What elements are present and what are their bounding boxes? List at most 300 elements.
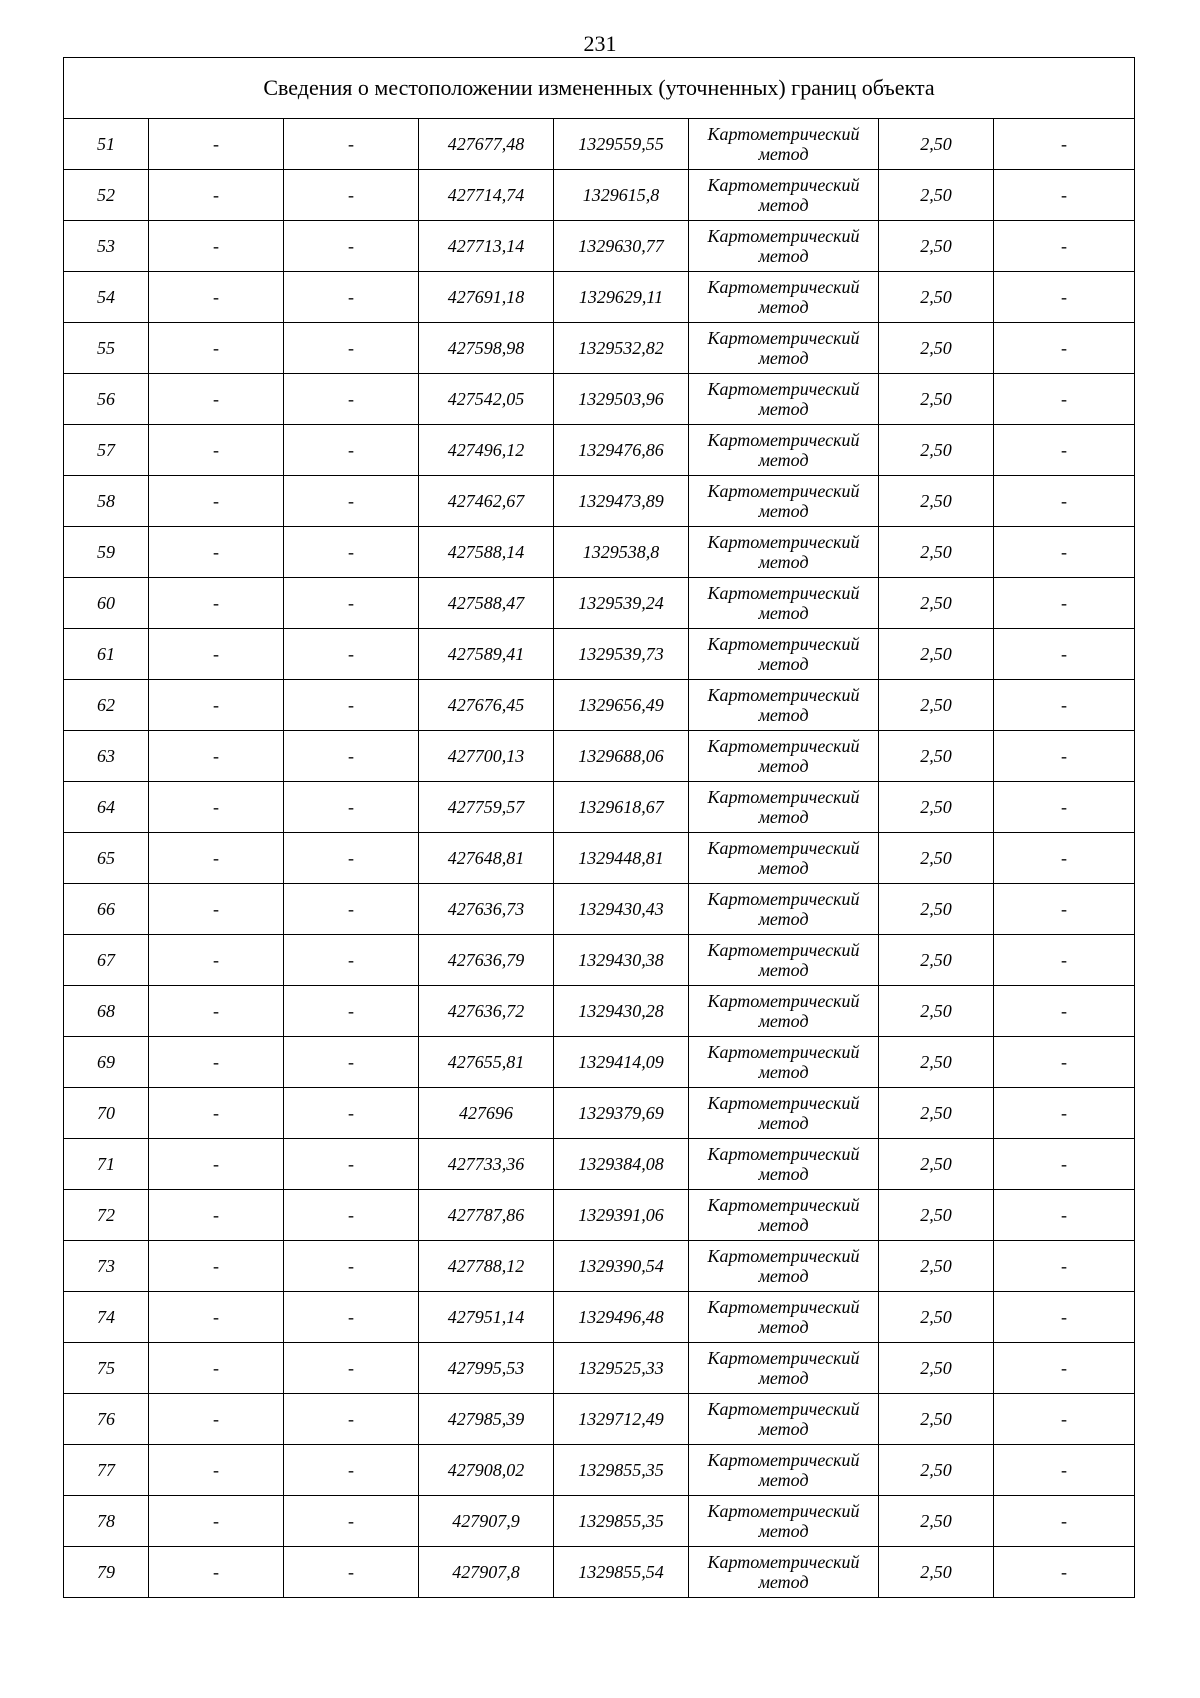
table-row <box>64 884 1135 935</box>
y-coordinate-cell: 1329712,49 <box>554 1394 689 1445</box>
method-cell <box>689 629 879 680</box>
method-text-line: метод <box>758 960 809 980</box>
method-text-line: метод <box>758 450 809 470</box>
method-text-line: метод <box>758 195 809 215</box>
x-coordinate-cell: 427655,81 <box>419 1037 554 1088</box>
method-text-line: Картометрический <box>707 736 860 756</box>
point-number-cell: 54 <box>64 272 149 323</box>
method-text-line: метод <box>758 1419 809 1439</box>
x-coordinate-cell: 427995,53 <box>419 1343 554 1394</box>
table-row <box>64 731 1135 782</box>
method-cell <box>689 1343 879 1394</box>
accuracy-cell: 2,50 <box>879 476 994 527</box>
x-coordinate-cell: 427542,05 <box>419 374 554 425</box>
method-cell <box>689 782 879 833</box>
y-coordinate-cell: 1329630,77 <box>554 221 689 272</box>
y-coordinate-cell: 1329539,73 <box>554 629 689 680</box>
empty-value-cell: - <box>284 323 419 374</box>
empty-value-cell: - <box>284 1394 419 1445</box>
point-number-cell: 71 <box>64 1139 149 1190</box>
method-cell <box>689 119 879 170</box>
y-coordinate-cell: 1329414,09 <box>554 1037 689 1088</box>
method-cell <box>689 1547 879 1598</box>
x-coordinate-cell: 427951,14 <box>419 1292 554 1343</box>
empty-value-cell: - <box>284 1241 419 1292</box>
table-row <box>64 221 1135 272</box>
point-number-cell: 79 <box>64 1547 149 1598</box>
accuracy-cell: 2,50 <box>879 833 994 884</box>
x-coordinate-cell: 427907,8 <box>419 1547 554 1598</box>
empty-value-cell: - <box>284 731 419 782</box>
x-coordinate-cell: 427648,81 <box>419 833 554 884</box>
table-row <box>64 476 1135 527</box>
method-text-line: метод <box>758 297 809 317</box>
accuracy-cell: 2,50 <box>879 323 994 374</box>
method-text-line: Картометрический <box>707 481 860 501</box>
accuracy-cell: 2,50 <box>879 1139 994 1190</box>
y-coordinate-cell: 1329539,24 <box>554 578 689 629</box>
accuracy-cell: 2,50 <box>879 119 994 170</box>
empty-value-cell: - <box>994 782 1135 833</box>
point-number-cell: 69 <box>64 1037 149 1088</box>
table-row <box>64 323 1135 374</box>
empty-value-cell: - <box>284 1343 419 1394</box>
empty-value-cell: - <box>994 323 1135 374</box>
empty-value-cell: - <box>284 221 419 272</box>
y-coordinate-cell: 1329476,86 <box>554 425 689 476</box>
empty-value-cell: - <box>994 1445 1135 1496</box>
empty-value-cell: - <box>994 935 1135 986</box>
method-text-line: метод <box>758 1215 809 1235</box>
table-row <box>64 119 1135 170</box>
method-text-line: Картометрический <box>707 1093 860 1113</box>
table-row <box>64 1292 1135 1343</box>
point-number-cell: 60 <box>64 578 149 629</box>
method-text-line: Картометрический <box>707 991 860 1011</box>
x-coordinate-cell: 427589,41 <box>419 629 554 680</box>
method-text-line: метод <box>758 1470 809 1490</box>
empty-value-cell: - <box>284 1445 419 1496</box>
y-coordinate-cell: 1329503,96 <box>554 374 689 425</box>
accuracy-cell: 2,50 <box>879 578 994 629</box>
empty-value-cell: - <box>284 1292 419 1343</box>
method-cell <box>689 527 879 578</box>
x-coordinate-cell: 427733,36 <box>419 1139 554 1190</box>
empty-value-cell: - <box>149 1343 284 1394</box>
table-row <box>64 1496 1135 1547</box>
empty-value-cell: - <box>284 986 419 1037</box>
y-coordinate-cell: 1329525,33 <box>554 1343 689 1394</box>
empty-value-cell: - <box>149 119 284 170</box>
x-coordinate-cell: 427677,48 <box>419 119 554 170</box>
accuracy-cell: 2,50 <box>879 1037 994 1088</box>
y-coordinate-cell: 1329391,06 <box>554 1190 689 1241</box>
empty-value-cell: - <box>284 272 419 323</box>
accuracy-cell: 2,50 <box>879 527 994 578</box>
table-row <box>64 1547 1135 1598</box>
method-text-line: Картометрический <box>707 1501 860 1521</box>
empty-value-cell: - <box>149 1394 284 1445</box>
empty-value-cell: - <box>994 884 1135 935</box>
method-cell <box>689 374 879 425</box>
method-text-line: метод <box>758 1317 809 1337</box>
empty-value-cell: - <box>284 782 419 833</box>
method-cell <box>689 1190 879 1241</box>
y-coordinate-cell: 1329430,43 <box>554 884 689 935</box>
empty-value-cell: - <box>149 527 284 578</box>
accuracy-cell: 2,50 <box>879 680 994 731</box>
table-caption: Сведения о местоположении измененных (уточненных) границ объекта <box>64 58 1135 119</box>
x-coordinate-cell: 427714,74 <box>419 170 554 221</box>
point-number-cell: 77 <box>64 1445 149 1496</box>
empty-value-cell: - <box>994 476 1135 527</box>
empty-value-cell: - <box>149 1292 284 1343</box>
empty-value-cell: - <box>284 374 419 425</box>
method-text-line: Картометрический <box>707 940 860 960</box>
table-row <box>64 680 1135 731</box>
y-coordinate-cell: 1329855,35 <box>554 1496 689 1547</box>
method-cell <box>689 1241 879 1292</box>
empty-value-cell: - <box>994 170 1135 221</box>
accuracy-cell: 2,50 <box>879 425 994 476</box>
method-text-line: Картометрический <box>707 634 860 654</box>
method-text-line: метод <box>758 603 809 623</box>
y-coordinate-cell: 1329615,8 <box>554 170 689 221</box>
empty-value-cell: - <box>994 221 1135 272</box>
method-text-line: Картометрический <box>707 1450 860 1470</box>
table-row <box>64 374 1135 425</box>
y-coordinate-cell: 1329496,48 <box>554 1292 689 1343</box>
y-coordinate-cell: 1329384,08 <box>554 1139 689 1190</box>
method-cell <box>689 1292 879 1343</box>
empty-value-cell: - <box>149 680 284 731</box>
empty-value-cell: - <box>284 425 419 476</box>
y-coordinate-cell: 1329430,38 <box>554 935 689 986</box>
method-cell <box>689 578 879 629</box>
method-text-line: Картометрический <box>707 1246 860 1266</box>
empty-value-cell: - <box>149 1496 284 1547</box>
point-number-cell: 70 <box>64 1088 149 1139</box>
accuracy-cell: 2,50 <box>879 731 994 782</box>
empty-value-cell: - <box>994 986 1135 1037</box>
y-coordinate-cell: 1329618,67 <box>554 782 689 833</box>
method-text-line: метод <box>758 1113 809 1133</box>
accuracy-cell: 2,50 <box>879 1292 994 1343</box>
empty-value-cell: - <box>149 476 284 527</box>
x-coordinate-cell: 427713,14 <box>419 221 554 272</box>
empty-value-cell: - <box>284 629 419 680</box>
x-coordinate-cell: 427598,98 <box>419 323 554 374</box>
empty-value-cell: - <box>149 578 284 629</box>
table-row <box>64 1343 1135 1394</box>
method-text-line: Картометрический <box>707 379 860 399</box>
empty-value-cell: - <box>994 1190 1135 1241</box>
method-text-line: метод <box>758 1368 809 1388</box>
method-text-line: Картометрический <box>707 277 860 297</box>
accuracy-cell: 2,50 <box>879 170 994 221</box>
empty-value-cell: - <box>994 1037 1135 1088</box>
point-number-cell: 61 <box>64 629 149 680</box>
empty-value-cell: - <box>994 1292 1135 1343</box>
table-row <box>64 1088 1135 1139</box>
empty-value-cell: - <box>149 374 284 425</box>
method-cell <box>689 476 879 527</box>
x-coordinate-cell: 427788,12 <box>419 1241 554 1292</box>
point-number-cell: 63 <box>64 731 149 782</box>
accuracy-cell: 2,50 <box>879 1190 994 1241</box>
empty-value-cell: - <box>284 1547 419 1598</box>
table-row <box>64 935 1135 986</box>
empty-value-cell: - <box>994 578 1135 629</box>
empty-value-cell: - <box>149 1037 284 1088</box>
point-number-cell: 59 <box>64 527 149 578</box>
x-coordinate-cell: 427700,13 <box>419 731 554 782</box>
empty-value-cell: - <box>994 272 1135 323</box>
empty-value-cell: - <box>994 1496 1135 1547</box>
method-text-line: Картометрический <box>707 787 860 807</box>
x-coordinate-cell: 427787,86 <box>419 1190 554 1241</box>
point-number-cell: 64 <box>64 782 149 833</box>
table-row <box>64 1190 1135 1241</box>
method-text-line: метод <box>758 1572 809 1592</box>
empty-value-cell: - <box>149 629 284 680</box>
empty-value-cell: - <box>994 1241 1135 1292</box>
empty-value-cell: - <box>284 476 419 527</box>
method-text-line: метод <box>758 1164 809 1184</box>
method-text-line: Картометрический <box>707 1552 860 1572</box>
table-row <box>64 425 1135 476</box>
method-cell <box>689 833 879 884</box>
empty-value-cell: - <box>284 170 419 221</box>
accuracy-cell: 2,50 <box>879 884 994 935</box>
empty-value-cell: - <box>994 119 1135 170</box>
y-coordinate-cell: 1329855,35 <box>554 1445 689 1496</box>
x-coordinate-cell: 427588,14 <box>419 527 554 578</box>
empty-value-cell: - <box>149 1445 284 1496</box>
method-cell <box>689 1037 879 1088</box>
accuracy-cell: 2,50 <box>879 986 994 1037</box>
point-number-cell: 73 <box>64 1241 149 1292</box>
accuracy-cell: 2,50 <box>879 1088 994 1139</box>
method-text-line: Картометрический <box>707 124 860 144</box>
empty-value-cell: - <box>149 1547 284 1598</box>
method-cell <box>689 680 879 731</box>
table-row <box>64 1445 1135 1496</box>
point-number-cell: 65 <box>64 833 149 884</box>
method-text-line: метод <box>758 552 809 572</box>
x-coordinate-cell: 427691,18 <box>419 272 554 323</box>
x-coordinate-cell: 427985,39 <box>419 1394 554 1445</box>
table-row <box>64 170 1135 221</box>
accuracy-cell: 2,50 <box>879 935 994 986</box>
method-text-line: Картометрический <box>707 430 860 450</box>
method-text-line: Картометрический <box>707 1348 860 1368</box>
method-text-line: метод <box>758 705 809 725</box>
empty-value-cell: - <box>284 833 419 884</box>
table-row <box>64 782 1135 833</box>
method-text-line: Картометрический <box>707 685 860 705</box>
table-row <box>64 578 1135 629</box>
table-row <box>64 986 1135 1037</box>
table-row <box>64 1241 1135 1292</box>
table-row <box>64 272 1135 323</box>
y-coordinate-cell: 1329559,55 <box>554 119 689 170</box>
empty-value-cell: - <box>149 170 284 221</box>
method-text-line: метод <box>758 246 809 266</box>
point-number-cell: 56 <box>64 374 149 425</box>
empty-value-cell: - <box>284 680 419 731</box>
empty-value-cell: - <box>284 1037 419 1088</box>
method-text-line: метод <box>758 348 809 368</box>
accuracy-cell: 2,50 <box>879 221 994 272</box>
point-number-cell: 58 <box>64 476 149 527</box>
method-cell <box>689 425 879 476</box>
accuracy-cell: 2,50 <box>879 629 994 680</box>
empty-value-cell: - <box>149 782 284 833</box>
method-cell <box>689 1394 879 1445</box>
x-coordinate-cell: 427696 <box>419 1088 554 1139</box>
method-text-line: метод <box>758 858 809 878</box>
empty-value-cell: - <box>994 527 1135 578</box>
method-text-line: метод <box>758 1011 809 1031</box>
accuracy-cell: 2,50 <box>879 1343 994 1394</box>
empty-value-cell: - <box>284 119 419 170</box>
method-text-line: Картометрический <box>707 1399 860 1419</box>
method-cell <box>689 731 879 782</box>
page-number: 231 <box>583 31 617 56</box>
method-text-line: метод <box>758 807 809 827</box>
point-number-cell: 75 <box>64 1343 149 1394</box>
method-text-line: метод <box>758 144 809 164</box>
table-row <box>64 833 1135 884</box>
empty-value-cell: - <box>994 629 1135 680</box>
table-row <box>64 1037 1135 1088</box>
method-text-line: метод <box>758 756 809 776</box>
empty-value-cell: - <box>149 221 284 272</box>
empty-value-cell: - <box>149 1088 284 1139</box>
empty-value-cell: - <box>149 1241 284 1292</box>
empty-value-cell: - <box>149 884 284 935</box>
y-coordinate-cell: 1329390,54 <box>554 1241 689 1292</box>
empty-value-cell: - <box>149 986 284 1037</box>
method-cell <box>689 272 879 323</box>
x-coordinate-cell: 427908,02 <box>419 1445 554 1496</box>
method-cell <box>689 884 879 935</box>
y-coordinate-cell: 1329855,54 <box>554 1547 689 1598</box>
empty-value-cell: - <box>284 1190 419 1241</box>
method-text-line: Картометрический <box>707 1195 860 1215</box>
boundary-coordinates-table <box>63 57 1135 1598</box>
y-coordinate-cell: 1329379,69 <box>554 1088 689 1139</box>
empty-value-cell: - <box>149 935 284 986</box>
method-text-line: Картометрический <box>707 583 860 603</box>
table-row <box>64 629 1135 680</box>
point-number-cell: 62 <box>64 680 149 731</box>
point-number-cell: 55 <box>64 323 149 374</box>
empty-value-cell: - <box>994 374 1135 425</box>
x-coordinate-cell: 427759,57 <box>419 782 554 833</box>
y-coordinate-cell: 1329448,81 <box>554 833 689 884</box>
x-coordinate-cell: 427462,67 <box>419 476 554 527</box>
method-text-line: метод <box>758 909 809 929</box>
empty-value-cell: - <box>994 1088 1135 1139</box>
table-row <box>64 1394 1135 1445</box>
empty-value-cell: - <box>284 1496 419 1547</box>
point-number-cell: 51 <box>64 119 149 170</box>
y-coordinate-cell: 1329430,28 <box>554 986 689 1037</box>
point-number-cell: 52 <box>64 170 149 221</box>
method-cell <box>689 1088 879 1139</box>
method-text-line: Картометрический <box>707 226 860 246</box>
empty-value-cell: - <box>284 1088 419 1139</box>
empty-value-cell: - <box>994 833 1135 884</box>
accuracy-cell: 2,50 <box>879 1241 994 1292</box>
y-coordinate-cell: 1329538,8 <box>554 527 689 578</box>
method-text-line: метод <box>758 1521 809 1541</box>
empty-value-cell: - <box>149 1139 284 1190</box>
point-number-cell: 74 <box>64 1292 149 1343</box>
empty-value-cell: - <box>149 323 284 374</box>
accuracy-cell: 2,50 <box>879 374 994 425</box>
x-coordinate-cell: 427636,72 <box>419 986 554 1037</box>
method-text-line: Картометрический <box>707 532 860 552</box>
y-coordinate-cell: 1329532,82 <box>554 323 689 374</box>
y-coordinate-cell: 1329656,49 <box>554 680 689 731</box>
accuracy-cell: 2,50 <box>879 1445 994 1496</box>
method-text-line: Картометрический <box>707 838 860 858</box>
empty-value-cell: - <box>284 884 419 935</box>
empty-value-cell: - <box>994 1139 1135 1190</box>
y-coordinate-cell: 1329688,06 <box>554 731 689 782</box>
empty-value-cell: - <box>149 1190 284 1241</box>
method-text-line: Картометрический <box>707 175 860 195</box>
point-number-cell: 78 <box>64 1496 149 1547</box>
empty-value-cell: - <box>994 680 1135 731</box>
empty-value-cell: - <box>994 1394 1135 1445</box>
empty-value-cell: - <box>994 1547 1135 1598</box>
empty-value-cell: - <box>284 1139 419 1190</box>
point-number-cell: 53 <box>64 221 149 272</box>
method-text-line: метод <box>758 654 809 674</box>
method-text-line: Картометрический <box>707 1042 860 1062</box>
point-number-cell: 67 <box>64 935 149 986</box>
empty-value-cell: - <box>149 425 284 476</box>
empty-value-cell: - <box>994 731 1135 782</box>
method-cell <box>689 1139 879 1190</box>
empty-value-cell: - <box>284 578 419 629</box>
x-coordinate-cell: 427636,73 <box>419 884 554 935</box>
empty-value-cell: - <box>284 527 419 578</box>
accuracy-cell: 2,50 <box>879 782 994 833</box>
point-number-cell: 57 <box>64 425 149 476</box>
y-coordinate-cell: 1329629,11 <box>554 272 689 323</box>
method-text-line: метод <box>758 1062 809 1082</box>
method-cell <box>689 935 879 986</box>
method-text-line: Картометрический <box>707 1297 860 1317</box>
method-text-line: метод <box>758 501 809 521</box>
point-number-cell: 66 <box>64 884 149 935</box>
table-row <box>64 527 1135 578</box>
empty-value-cell: - <box>149 272 284 323</box>
method-cell <box>689 323 879 374</box>
point-number-cell: 68 <box>64 986 149 1037</box>
empty-value-cell: - <box>994 425 1135 476</box>
x-coordinate-cell: 427676,45 <box>419 680 554 731</box>
method-cell <box>689 986 879 1037</box>
method-cell <box>689 1445 879 1496</box>
method-text-line: Картометрический <box>707 889 860 909</box>
table-caption-row <box>64 58 1135 119</box>
